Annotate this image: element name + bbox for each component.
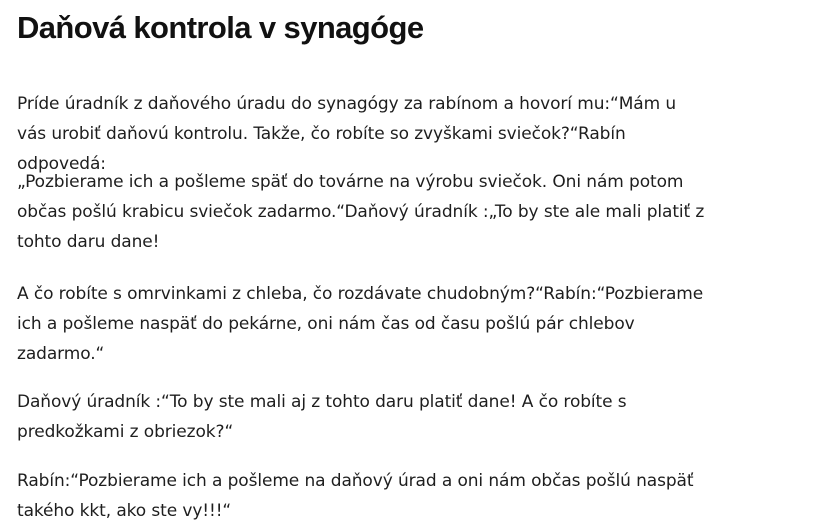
- article-paragraph: A čo robíte s omrvinkami z chleba, čo rozdávate chudobným?“Rabín:“Pozbierame ich a pošleme naspäť do pekárne, oni nám čas od času pošlú pár chlebov zadarmo.“: [17, 284, 704, 364]
- article-paragraph: „Pozbierame ich a pošleme späť do továrne na výrobu sviečok. Oni nám potom občas pošlú krabicu sviečok zadarmo.“Daňový úradník :„To by ste ale mali platiť z tohto daru dane!: [17, 172, 705, 252]
- article-paragraph: Príde úradník z daňového úradu do synagógy za rabínom a hovorí mu:“Mám u vás urobiť daňovú kontrolu. Takže, čo robíte so zvyškami sviečok?“Rabín odpovedá:: [17, 94, 677, 174]
- article-paragraph: Daňový úradník :“To by ste mali aj z tohto daru platiť dane! A čo robíte s predkožkami z obriezok?“: [17, 392, 627, 442]
- article-title: Daňová kontrola v synagóge: [17, 10, 424, 45]
- article-paragraph: Rabín:“Pozbierame ich a pošleme na daňový úrad a oni nám občas pošlú naspäť takého kkt, ako ste vy!!!“: [17, 471, 694, 521]
